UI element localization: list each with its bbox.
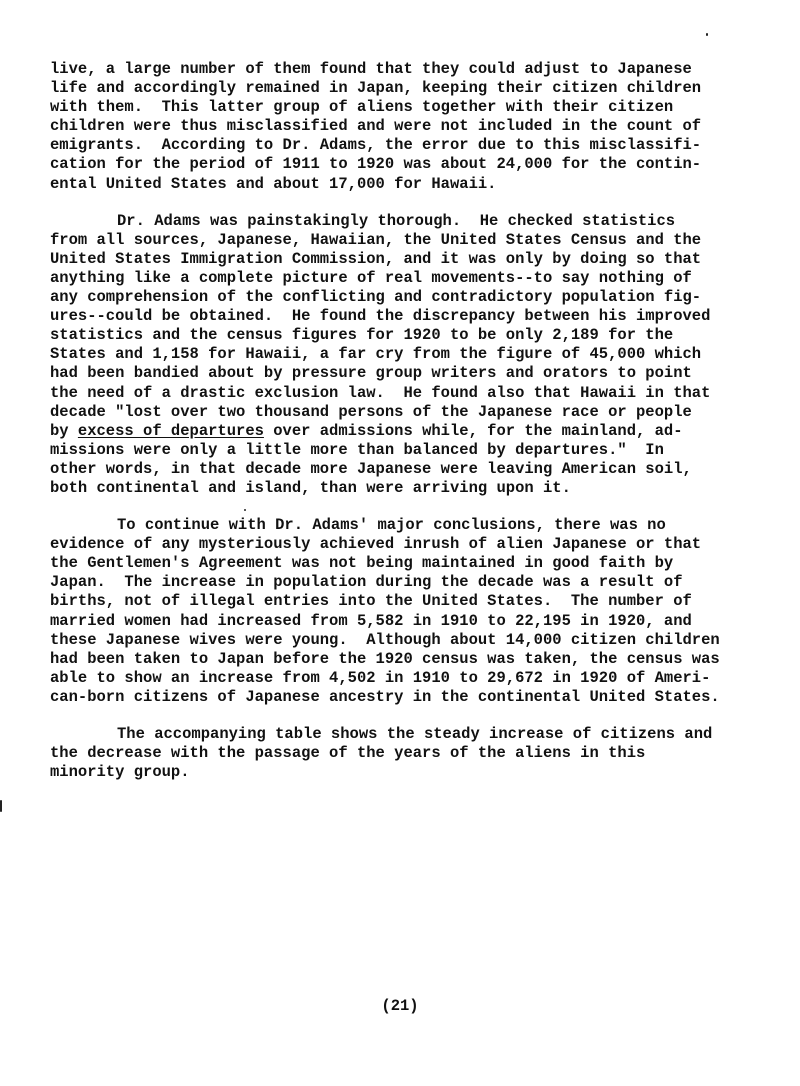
text-line-underlined: by excess of departures over admissions while, for the mainland, ad-	[50, 421, 683, 440]
text-line: cation for the period of 1911 to 1920 was about 24,000 for the contin-	[50, 155, 702, 174]
text-line: ures--could be obtained. He found the discrepancy between his improved	[50, 307, 711, 326]
text-line: can-born citizens of Japanese ancestry in the continental United States.	[50, 687, 720, 706]
text-line: evidence of any mysteriously achieved inrush of alien Japanese or that	[50, 535, 702, 554]
text-line: minority group.	[50, 763, 190, 782]
text-line: births, not of illegal entries into the United States. The number of	[50, 592, 692, 611]
paragraph-gap	[50, 194, 790, 212]
text-line: both continental and island, than were arriving upon it.	[50, 478, 571, 497]
text-line: anything like a complete picture of real movements--to say nothing of	[50, 268, 692, 287]
text-line: other words, in that decade more Japanese were leaving American soil,	[50, 459, 692, 478]
paragraph-1	[50, 60, 790, 194]
text-line: missions were only a little more than balanced by departures." In	[50, 440, 664, 459]
text-line: had been bandied about by pressure group writers and orators to point	[50, 364, 692, 383]
paragraph-3	[50, 516, 790, 707]
paragraph-gap	[50, 707, 790, 725]
text-line: Japan. The increase in population during the decade was a result of	[50, 573, 683, 592]
body-text	[50, 60, 790, 782]
scan-speck	[0, 800, 2, 812]
text-line: States and 1,158 for Hawaii, a far cry from the figure of 45,000 which	[50, 345, 702, 364]
text-line: United States Immigration Commission, and it was only by doing so that	[50, 249, 702, 268]
paragraph-gap	[50, 498, 790, 516]
text-line: able to show an increase from 4,502 in 1910 to 29,672 in 1920 of Ameri-	[50, 668, 711, 687]
text-line: the Gentlemen's Agreement was not being maintained in good faith by	[50, 554, 674, 573]
text-line: The accompanying table shows the steady increase of citizens and	[117, 725, 713, 743]
paragraph-2	[50, 212, 790, 498]
underlined-phrase: excess of departures	[77, 421, 264, 440]
text-line: live, a large number of them found that they could adjust to Japanese	[50, 60, 692, 78]
text-line: married women had increased from 5,582 in 1910 to 22,195 in 1920, and	[50, 611, 692, 630]
text-line: children were thus misclassified and were not included in the count of	[50, 117, 702, 136]
text-line: life and accordingly remained in Japan, keeping their citizen children	[50, 79, 702, 98]
text-line: the need of a drastic exclusion law. He found also that Hawaii in that	[50, 383, 711, 402]
text-line: statistics and the census figures for 1920 to be only 2,189 for the	[50, 326, 674, 345]
text-line: Dr. Adams was painstakingly thorough. He checked statistics	[117, 211, 676, 230]
text-line: had been taken to Japan before the 1920 census was taken, the census was	[50, 649, 720, 668]
paragraph-4	[50, 725, 790, 782]
text-line: To continue with Dr. Adams' major conclusions, there was no	[117, 516, 666, 535]
text-line: the decrease with the passage of the years of the aliens in this	[50, 744, 646, 763]
text-line: decade "lost over two thousand persons of the Japanese race or people	[50, 402, 692, 421]
text-line: any comprehension of the conflicting and contradictory population fig-	[50, 288, 702, 307]
text-line: from all sources, Japanese, Hawaiian, the United States Census and the	[50, 230, 702, 249]
text-line: with them. This latter group of aliens together with their citizen	[50, 98, 674, 117]
scan-speck	[706, 33, 708, 36]
page-number: (21)	[381, 997, 419, 1015]
scan-speck	[244, 509, 246, 511]
text-line: ental United States and about 17,000 for Hawaii.	[50, 174, 497, 193]
text-line: emigrants. According to Dr. Adams, the error due to this misclassifi-	[50, 136, 702, 155]
text-line: these Japanese wives were young. Although about 14,000 citizen children	[50, 630, 720, 649]
